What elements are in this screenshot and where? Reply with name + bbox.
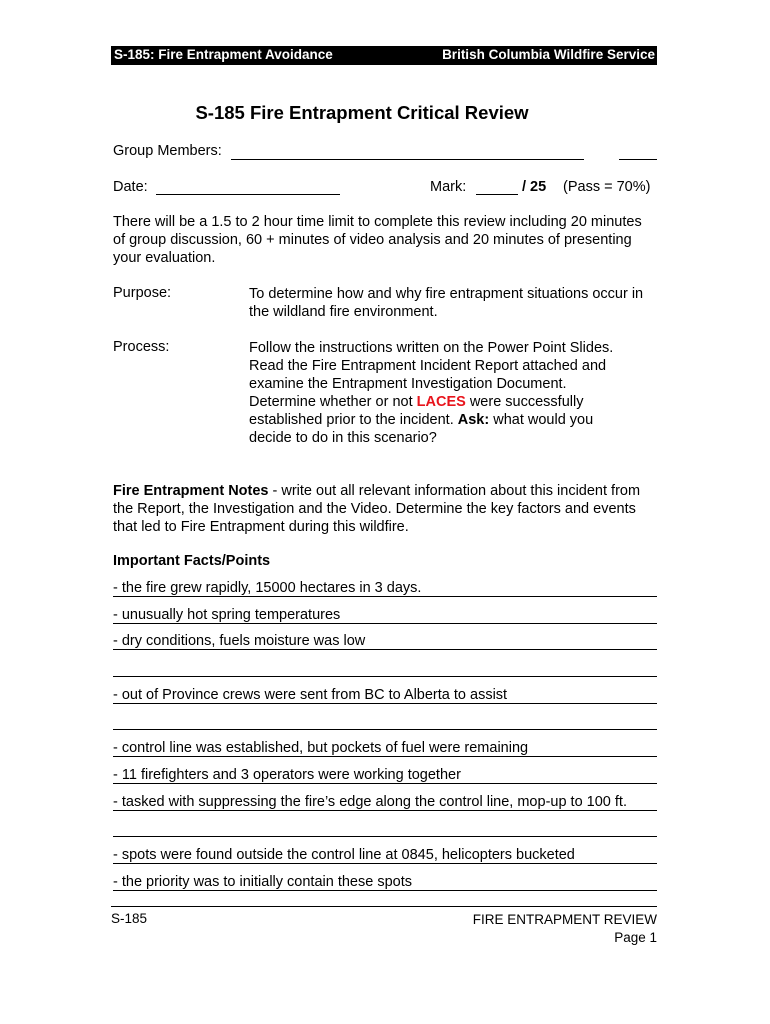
pass-requirement: (Pass = 70%) [563, 179, 651, 195]
fact-line[interactable] [113, 711, 657, 730]
header-organization: British Columbia Wildfire Service [442, 47, 655, 62]
fact-line[interactable]: - the fire grew rapidly, 15000 hectares in 3 days. [113, 578, 657, 597]
fact-line[interactable]: - 11 firefighters and 3 operators were working together [113, 765, 657, 784]
fact-line[interactable]: - tasked with suppressing the fire’s edge along the control line, mop-up to 100 ft. [113, 792, 657, 811]
group-members-label: Group Members: [113, 143, 222, 159]
ask-label: Ask: [457, 412, 490, 428]
process-text: Follow the instructions written on the Power Point Slides. Read the Fire Entrapment Incident Report attached and examine the Entrapment Investigation Document. Determine whether or not LACES were successfully established prior to the incident. Ask: what would you decide to do in this scenario? [249, 340, 614, 446]
laces-highlight: LACES [416, 394, 466, 410]
footer-divider [111, 906, 657, 907]
intro-paragraph: There will be a 1.5 to 2 hour time limit to complete this review including 20 minutes of group discussion, 60 + minutes of video analysis and 20 minutes of presenting your evaluation. [113, 214, 642, 266]
process-label: Process: [113, 339, 170, 355]
notes-paragraph: Fire Entrapment Notes - write out all relevant information about this incident from the Report, the Investigation and the Video. Determine the key factors and events that led to Fire Entrapment during this wildfire. [113, 483, 641, 535]
fact-line[interactable]: - unusually hot spring temperatures [113, 605, 657, 624]
mark-total: / 25 [522, 179, 547, 195]
group-members-blank-2[interactable] [619, 159, 657, 160]
fact-line[interactable]: - the priority was to initially contain these spots [113, 872, 657, 891]
footer-page-number: Page 1 [614, 930, 657, 945]
header-course-title: S-185: Fire Entrapment Avoidance [114, 47, 333, 62]
fact-line[interactable]: - control line was established, but pockets of fuel were remaining [113, 738, 657, 757]
fact-line[interactable] [113, 818, 657, 837]
facts-heading: Important Facts/Points [113, 553, 271, 569]
fact-line[interactable]: - dry conditions, fuels moisture was low [113, 631, 657, 650]
date-label: Date: [113, 179, 148, 195]
footer-course-code: S-185 [111, 911, 148, 926]
fact-line[interactable]: - out of Province crews were sent from BC to Alberta to assist [113, 685, 657, 704]
purpose-text: To determine how and why fire entrapment situations occur in the wildland fire environment. [249, 286, 644, 320]
date-blank[interactable] [156, 194, 340, 195]
mark-label: Mark: [430, 179, 467, 195]
footer-page-info [473, 911, 657, 947]
fact-line[interactable] [113, 658, 657, 677]
footer-doc-title: FIRE ENTRAPMENT REVIEW [472, 912, 657, 927]
fact-line[interactable]: - spots were found outside the control line at 0845, helicopters bucketed [113, 845, 657, 864]
page-title: S-185 Fire Entrapment Critical Review [195, 102, 529, 123]
purpose-label: Purpose: [113, 285, 172, 301]
header-bar [111, 46, 657, 65]
mark-blank[interactable] [476, 194, 518, 195]
notes-heading: Fire Entrapment Notes [113, 483, 269, 499]
group-members-blank[interactable] [231, 159, 584, 160]
